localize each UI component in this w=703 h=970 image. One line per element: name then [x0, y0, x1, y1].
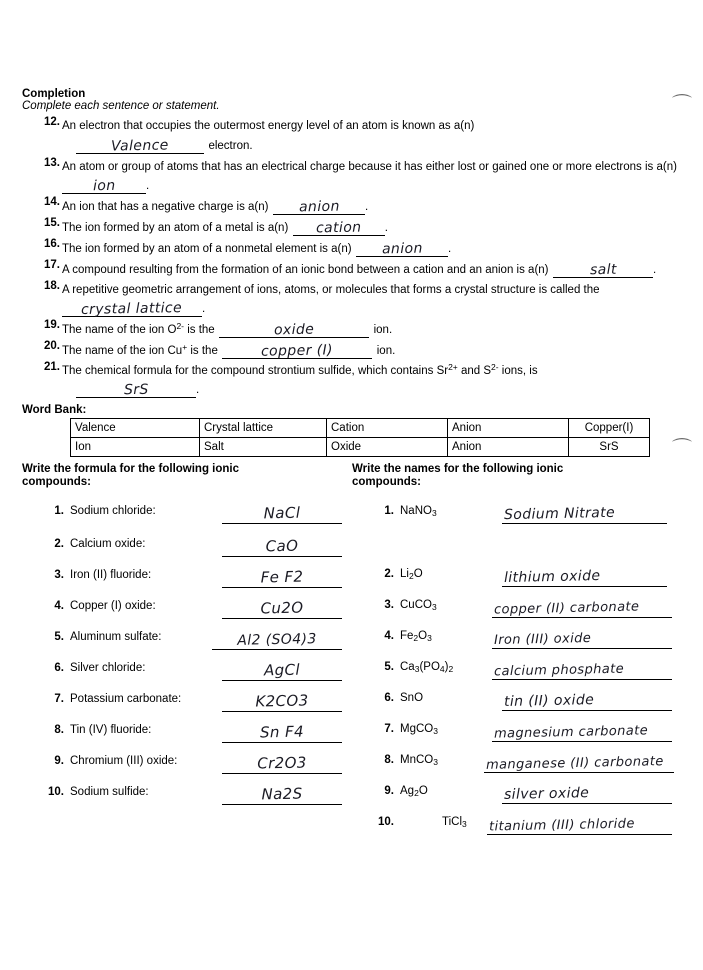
item-number: 3.	[54, 569, 64, 582]
page-curl-top-icon: ⌒	[672, 92, 692, 116]
item-text: An ion that has a negative charge is a(n)	[62, 201, 269, 213]
item-label: Tin (IV) fluoride:	[70, 724, 152, 737]
item-text: The chemical formula for the compound strontium sulfide, which contains Sr	[62, 365, 449, 377]
item-number: 7.	[54, 693, 64, 706]
handwritten-answer: NaCl	[263, 504, 301, 523]
item-text-after: .	[196, 384, 200, 396]
item-number: 7.	[384, 723, 394, 736]
item-number: 4.	[54, 600, 64, 613]
list-item	[352, 657, 682, 688]
item-number: 5.	[54, 631, 64, 644]
answer-blank[interactable]	[487, 812, 672, 835]
answer-blank[interactable]	[484, 750, 674, 773]
handwritten-answer: manganese (II) carbonate	[485, 754, 664, 774]
list-item	[22, 627, 352, 658]
completion-item	[22, 340, 682, 359]
completion-item	[22, 157, 682, 194]
item-number: 14.	[44, 196, 60, 208]
formula-label: $Li_2O$	[400, 568, 423, 582]
item-number: 2.	[54, 538, 64, 551]
item-text-after: .	[448, 243, 452, 255]
item-text-after: .	[384, 222, 388, 234]
handwritten-answer: oxide	[273, 321, 315, 339]
completion-item	[22, 217, 682, 236]
word-bank-cell: Valence	[71, 419, 200, 438]
completion-item	[22, 280, 682, 317]
answer-blank[interactable]	[222, 565, 342, 588]
item-number: 10.	[48, 786, 64, 799]
item-number: 8.	[54, 724, 64, 737]
completion-item	[22, 116, 682, 154]
item-text-after: electron.	[208, 140, 253, 152]
answer-blank[interactable]	[222, 751, 342, 774]
word-bank-cell: Anion	[448, 419, 569, 438]
word-bank-cell: Ion	[71, 438, 200, 457]
item-text-mid-2: ions, is	[498, 365, 538, 377]
item-number: 21.	[44, 361, 60, 373]
item-number: 13.	[44, 157, 60, 169]
word-bank-cell: Crystal lattice	[200, 419, 327, 438]
item-label: Silver chloride:	[70, 662, 146, 675]
handwritten-answer: CaO	[265, 537, 299, 556]
item-number: 17.	[44, 259, 60, 271]
item-number: 6.	[384, 692, 394, 705]
item-number: 19.	[44, 319, 60, 331]
list-item	[352, 626, 682, 657]
item-superscript: 2-	[176, 321, 184, 331]
item-text: The name of the ion Cu	[62, 345, 183, 357]
handwritten-answer: Fe F2	[260, 567, 304, 587]
formula-label: SnO	[400, 692, 424, 705]
list-item	[22, 596, 352, 627]
item-number: 1.	[384, 505, 394, 518]
item-number: 5.	[384, 661, 394, 674]
names-heading-line2: compounds:	[352, 476, 421, 489]
item-text-mid: and S	[457, 365, 492, 377]
answer-blank[interactable]	[222, 658, 342, 681]
item-text: The ion formed by an atom of a metal is a(n)	[62, 222, 289, 234]
list-item	[352, 750, 682, 781]
list-item	[22, 658, 352, 689]
item-number: 8.	[384, 754, 394, 767]
item-label: Chromium (III) oxide:	[70, 755, 178, 768]
handwritten-answer: tin (II) oxide	[503, 692, 595, 711]
answer-blank[interactable]	[492, 595, 672, 618]
answer-blank[interactable]	[356, 238, 448, 257]
item-label: Aluminum sulfate:	[70, 631, 162, 644]
answer-blank[interactable]	[62, 175, 146, 194]
completion-item	[22, 196, 682, 215]
page-curl-mid-icon: ⌒	[672, 436, 692, 460]
answer-blank[interactable]	[492, 657, 672, 680]
item-number: 4.	[384, 630, 394, 643]
names-column	[352, 463, 682, 843]
handwritten-answer: cation	[315, 219, 362, 237]
item-text: An electron that occupies the outermost energy level of an atom is known as a(n)	[62, 120, 475, 132]
handwritten-answer: calcium phosphate	[493, 662, 625, 680]
answer-blank[interactable]	[222, 782, 342, 805]
item-label: Copper (I) oxide:	[70, 600, 156, 613]
formulas-heading-line1: Write the formula for the following ionic	[22, 463, 240, 475]
item-number: 20.	[44, 340, 60, 352]
word-bank-cell: Anion	[448, 438, 569, 457]
formula-label: $Fe_2O_3$	[400, 630, 432, 644]
completion-item	[22, 319, 682, 338]
handwritten-answer: Cu2O	[260, 598, 304, 618]
formula-label: $Ca_3(PO_4)_2$	[400, 661, 454, 675]
item-number: 9.	[54, 755, 64, 768]
formulas-heading-line2: compounds:	[22, 476, 91, 489]
handwritten-answer: Sn F4	[259, 722, 305, 742]
item-number: 2.	[384, 568, 394, 581]
item-number: 18.	[44, 280, 60, 292]
item-number: 10.	[378, 816, 394, 829]
handwritten-answer: SrS	[123, 381, 149, 399]
item-superscript: +	[182, 342, 188, 352]
handwritten-answer: crystal lattice	[81, 300, 183, 318]
list-item	[22, 720, 352, 751]
handwritten-answer: lithium oxide	[503, 568, 601, 587]
list-item	[352, 812, 682, 843]
list-item	[22, 501, 352, 534]
section-title: Completion	[22, 88, 86, 100]
item-text: The name of the ion O	[62, 324, 177, 336]
item-label: Potassium carbonate:	[70, 693, 182, 706]
list-item	[22, 689, 352, 720]
answer-blank[interactable]	[222, 596, 342, 619]
section-instructions: Complete each sentence or statement.	[22, 100, 220, 112]
item-text: The ion formed by an atom of a nonmetal element is a(n)	[62, 243, 352, 255]
handwritten-answer: salt	[589, 261, 617, 279]
answer-blank[interactable]	[222, 534, 342, 557]
list-item	[22, 751, 352, 782]
word-bank-cell: SrS	[569, 438, 650, 457]
item-text-mid: is the	[187, 345, 218, 357]
handwritten-answer: Na2S	[261, 785, 303, 804]
answer-blank[interactable]	[76, 135, 204, 154]
list-item	[352, 719, 682, 750]
handwritten-answer: Al2 (SO4)3	[237, 631, 317, 650]
list-item	[22, 565, 352, 596]
answer-blank[interactable]	[212, 627, 342, 650]
item-text-after: .	[364, 201, 369, 213]
list-item	[352, 781, 682, 812]
item-text-after: .	[146, 180, 150, 192]
item-text-after: ion.	[376, 345, 396, 357]
item-text: A repetitive geometric arrangement of ions, atoms, or molecules that forms a crystal structure is called the	[62, 284, 600, 296]
item-text: A compound resulting from the formation of an ionic bond between a cation and an anion is a(n)	[62, 264, 549, 276]
answer-blank[interactable]	[502, 564, 667, 587]
handwritten-answer: Valence	[110, 137, 170, 155]
handwritten-answer: Iron (III) oxide	[493, 631, 592, 649]
item-number: 16.	[44, 238, 60, 250]
answer-blank[interactable]	[492, 626, 672, 649]
answer-blank[interactable]	[553, 259, 653, 278]
word-bank-cell: Oxide	[327, 438, 448, 457]
item-label: Calcium oxide:	[70, 538, 146, 551]
formula-label: MgCO$_3$	[400, 723, 438, 737]
item-label: Sodium sulfide:	[70, 786, 149, 799]
handwritten-answer: titanium (III) chloride	[488, 816, 635, 835]
answer-blank[interactable]	[502, 688, 672, 711]
item-superscript: 2+	[448, 362, 458, 372]
answer-blank[interactable]	[502, 781, 672, 804]
names-heading-line1: Write the names for the following ionic	[352, 463, 564, 475]
answer-blank[interactable]	[76, 379, 196, 398]
item-text-after: .	[202, 303, 206, 315]
handwritten-answer: AgCl	[263, 661, 301, 680]
formula-label: TiCl$_3$	[442, 816, 467, 830]
item-number: 9.	[384, 785, 394, 798]
item-number: 15.	[44, 217, 60, 229]
item-number: 12.	[44, 116, 60, 128]
item-text-mid: is the	[184, 324, 215, 336]
item-number: 3.	[384, 599, 394, 612]
handwritten-answer: magnesium carbonate	[493, 723, 649, 743]
table-row	[71, 419, 650, 438]
item-text: An atom or group of atoms that has an electrical charge because it has either lost or gained one or more electrons is a(n)	[62, 161, 677, 173]
answer-blank[interactable]	[219, 319, 369, 338]
handwritten-answer: Cr2O3	[257, 753, 307, 773]
formula-label: MnCO$_3$	[400, 754, 438, 768]
two-column-section	[22, 463, 682, 835]
item-number: 1.	[54, 505, 64, 518]
answer-blank[interactable]	[62, 298, 202, 317]
table-row	[71, 438, 650, 457]
handwritten-answer: K2CO3	[255, 691, 309, 711]
formula-label: NaNO$_3$	[400, 505, 437, 519]
formula-label: $Ag_2O$	[400, 785, 428, 799]
list-item	[352, 501, 682, 534]
item-label: Iron (II) fluoride:	[70, 569, 152, 582]
word-bank-label: Word Bank:	[22, 404, 87, 416]
answer-blank[interactable]	[492, 719, 672, 742]
list-item	[22, 534, 352, 565]
answer-blank[interactable]	[273, 196, 365, 215]
answer-blank[interactable]	[222, 720, 342, 743]
item-text-after: .	[652, 264, 657, 276]
answer-blank[interactable]	[222, 340, 372, 359]
answer-blank[interactable]	[293, 217, 385, 236]
worksheet-content	[22, 88, 682, 835]
handwritten-answer: anion	[381, 240, 423, 258]
handwritten-answer: anion	[298, 198, 340, 216]
answer-blank[interactable]	[222, 689, 342, 712]
item-label: Sodium chloride:	[70, 505, 156, 518]
answer-blank[interactable]	[222, 501, 342, 524]
completion-list	[22, 116, 682, 398]
word-bank-cell: Salt	[200, 438, 327, 457]
list-item	[352, 564, 682, 595]
formula-label: CuCO$_3$	[400, 599, 437, 613]
word-bank-table	[70, 418, 650, 457]
list-item	[22, 782, 352, 813]
handwritten-answer: silver oxide	[503, 785, 590, 804]
completion-item	[22, 238, 682, 257]
item-text-after: ion.	[373, 324, 393, 336]
list-item	[352, 595, 682, 626]
handwritten-answer: copper (II) carbonate	[493, 599, 640, 618]
item-number: 6.	[54, 662, 64, 675]
word-bank-cell: Cation	[327, 419, 448, 438]
answer-blank[interactable]	[502, 501, 667, 524]
completion-item	[22, 259, 682, 278]
handwritten-answer: copper (I)	[261, 342, 334, 360]
handwritten-answer: ion	[92, 177, 116, 195]
item-superscript-2: 2-	[491, 362, 499, 372]
list-item	[352, 688, 682, 719]
word-bank-cell: Copper(I)	[569, 419, 650, 438]
formulas-column	[22, 463, 352, 813]
completion-item	[22, 361, 682, 398]
handwritten-answer: Sodium Nitrate	[503, 505, 616, 524]
